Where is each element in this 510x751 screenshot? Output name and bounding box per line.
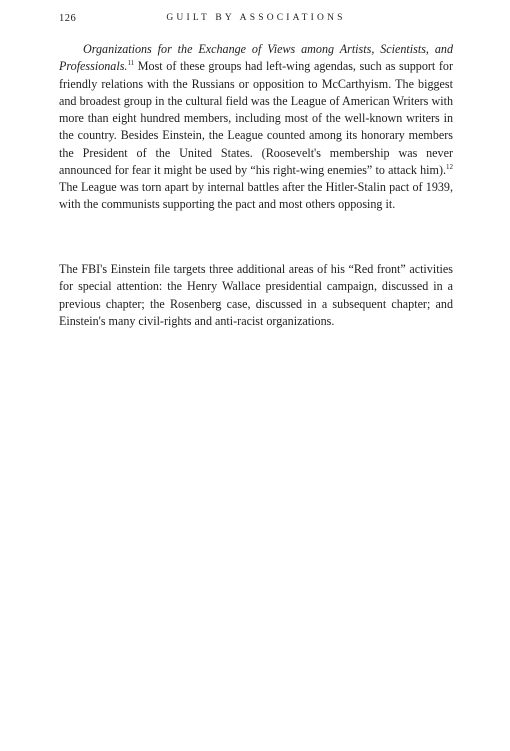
footnote-marker: 11 [127, 59, 135, 68]
paragraph-organizations [59, 41, 453, 214]
page-number: 126 [59, 13, 77, 24]
running-title: GUILT BY ASSOCIATIONS [166, 13, 346, 23]
running-head [59, 13, 453, 29]
paragraph-body: The League was torn apart by internal battles after the Hitler-Stalin pact of 1939, with the communists supporting the pact and most others opposing it. [59, 180, 453, 212]
paragraph-text: The FBI's Einstein file targets three additional areas of his “Red front” activities for special attention: the Henry Wallace presidential campaign, discussed in a previous chapter; the Rosenberg case, discussed in a subsequent chapter; and Einstein's many civil-rights and anti-racist organizations. [59, 262, 453, 328]
italic-lead: Organizations for the Exchange of Views among Artists, Scientists, and Professionals. [59, 42, 453, 74]
paragraph-text [59, 41, 453, 214]
paragraph-fbi-file [59, 261, 453, 330]
footnote-marker: 12 [446, 162, 453, 171]
paragraph-body: Most of these groups had left-wing agendas, such as support for friendly relations with the Russians or opposition to McCarthyism. The biggest and broadest group in the cultural field was the League of American Writers with more than eight hundred members, including most of the well-known writers in the country. Besides Einstein, the League counted among its honorary members the President of the United States. (Roosevelt's membership was never announced for fear it might be used by “his right-wing enemies” to attack him). [59, 59, 453, 177]
